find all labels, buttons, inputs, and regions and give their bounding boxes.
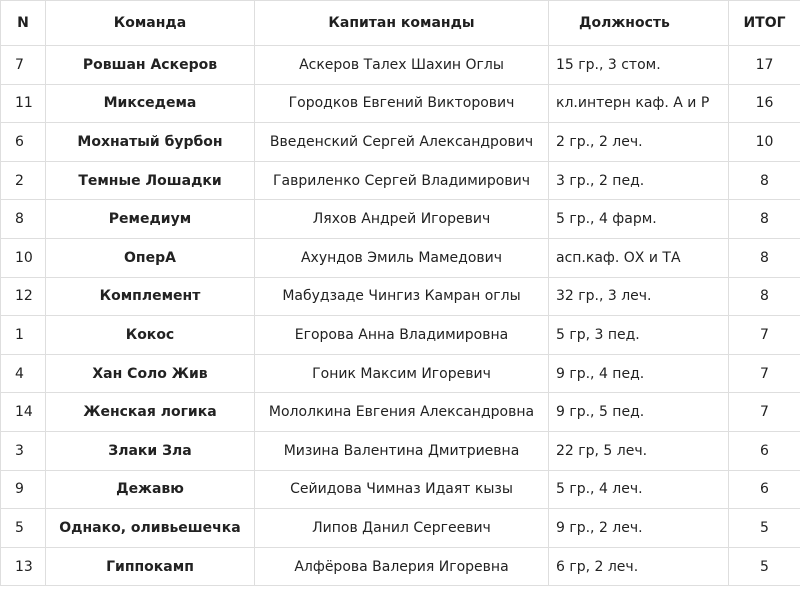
table-row [1,316,800,355]
cell-captain: Аскеров Талех Шахин Оглы [255,46,549,85]
cell-total: 7 [729,393,800,432]
cell-position: 15 гр., 3 стом. [549,46,729,85]
cell-n: 7 [1,46,46,85]
cell-total: 8 [729,161,800,200]
cell-total: 16 [729,84,800,123]
cell-total: 7 [729,354,800,393]
header-captain: Капитан команды [255,1,549,46]
cell-captain: Липов Данил Сергеевич [255,509,549,548]
cell-team: Мохнатый бурбон [46,123,255,162]
table-row [1,84,800,123]
cell-team: Однако, оливьешечка [46,509,255,548]
cell-position: 5 гр., 4 леч. [549,470,729,509]
cell-team: ОперА [46,238,255,277]
cell-position: 32 гр., 3 леч. [549,277,729,316]
cell-captain: Гавриленко Сергей Владимирович [255,161,549,200]
cell-total: 5 [729,547,800,586]
cell-team: Гиппокамп [46,547,255,586]
cell-n: 5 [1,509,46,548]
cell-total: 17 [729,46,800,85]
cell-position: 6 гр, 2 леч. [549,547,729,586]
table-row [1,547,800,586]
cell-n: 14 [1,393,46,432]
cell-position: асп.каф. ОХ и ТА [549,238,729,277]
cell-team: Злаки Зла [46,431,255,470]
cell-team: Кокос [46,316,255,355]
cell-position: 9 гр., 2 леч. [549,509,729,548]
cell-position: 5 гр., 4 фарм. [549,200,729,239]
table-row [1,431,800,470]
table-row [1,46,800,85]
cell-n: 10 [1,238,46,277]
cell-n: 9 [1,470,46,509]
table-row [1,470,800,509]
cell-position: кл.интерн каф. А и Р [549,84,729,123]
cell-captain: Алфёрова Валерия Игоревна [255,547,549,586]
cell-n: 1 [1,316,46,355]
header-row [1,1,800,46]
cell-n: 13 [1,547,46,586]
header-total: ИТОГ [729,1,800,46]
cell-total: 10 [729,123,800,162]
cell-captain: Сейидова Чимназ Идаят кызы [255,470,549,509]
cell-captain: Гоник Максим Игоревич [255,354,549,393]
cell-team: Женская логика [46,393,255,432]
table-body [1,46,800,586]
cell-team: Ровшан Аскеров [46,46,255,85]
cell-total: 5 [729,509,800,548]
cell-n: 3 [1,431,46,470]
table-row [1,354,800,393]
table-row [1,238,800,277]
table-row [1,200,800,239]
cell-team: Комплемент [46,277,255,316]
cell-n: 4 [1,354,46,393]
cell-captain: Мололкина Евгения Александровна [255,393,549,432]
cell-position: 22 гр, 5 леч. [549,431,729,470]
cell-total: 8 [729,200,800,239]
cell-position: 9 гр., 4 пед. [549,354,729,393]
table-row [1,393,800,432]
cell-total: 7 [729,316,800,355]
table-row [1,277,800,316]
table-row [1,123,800,162]
cell-total: 6 [729,431,800,470]
cell-position: 5 гр, 3 пед. [549,316,729,355]
cell-position: 3 гр., 2 пед. [549,161,729,200]
table-row [1,161,800,200]
cell-team: Ремедиум [46,200,255,239]
cell-captain: Ляхов Андрей Игоревич [255,200,549,239]
header-team: Команда [46,1,255,46]
cell-n: 12 [1,277,46,316]
cell-n: 6 [1,123,46,162]
header-position: Должность [549,1,729,46]
table-row [1,509,800,548]
cell-n: 8 [1,200,46,239]
cell-captain: Егорова Анна Владимировна [255,316,549,355]
cell-team: Микседема [46,84,255,123]
cell-total: 8 [729,277,800,316]
cell-total: 6 [729,470,800,509]
cell-captain: Городков Евгений Викторович [255,84,549,123]
cell-captain: Введенский Сергей Александрович [255,123,549,162]
cell-n: 2 [1,161,46,200]
cell-total: 8 [729,238,800,277]
cell-captain: Ахундов Эмиль Мамедович [255,238,549,277]
table-header [1,1,800,46]
cell-team: Хан Соло Жив [46,354,255,393]
cell-n: 11 [1,84,46,123]
cell-team: Дежавю [46,470,255,509]
cell-captain: Мизина Валентина Дмитриевна [255,431,549,470]
cell-captain: Мабудзаде Чингиз Камран оглы [255,277,549,316]
cell-position: 9 гр., 5 пед. [549,393,729,432]
cell-team: Темные Лошадки [46,161,255,200]
cell-position: 2 гр., 2 леч. [549,123,729,162]
header-n: N [1,1,46,46]
